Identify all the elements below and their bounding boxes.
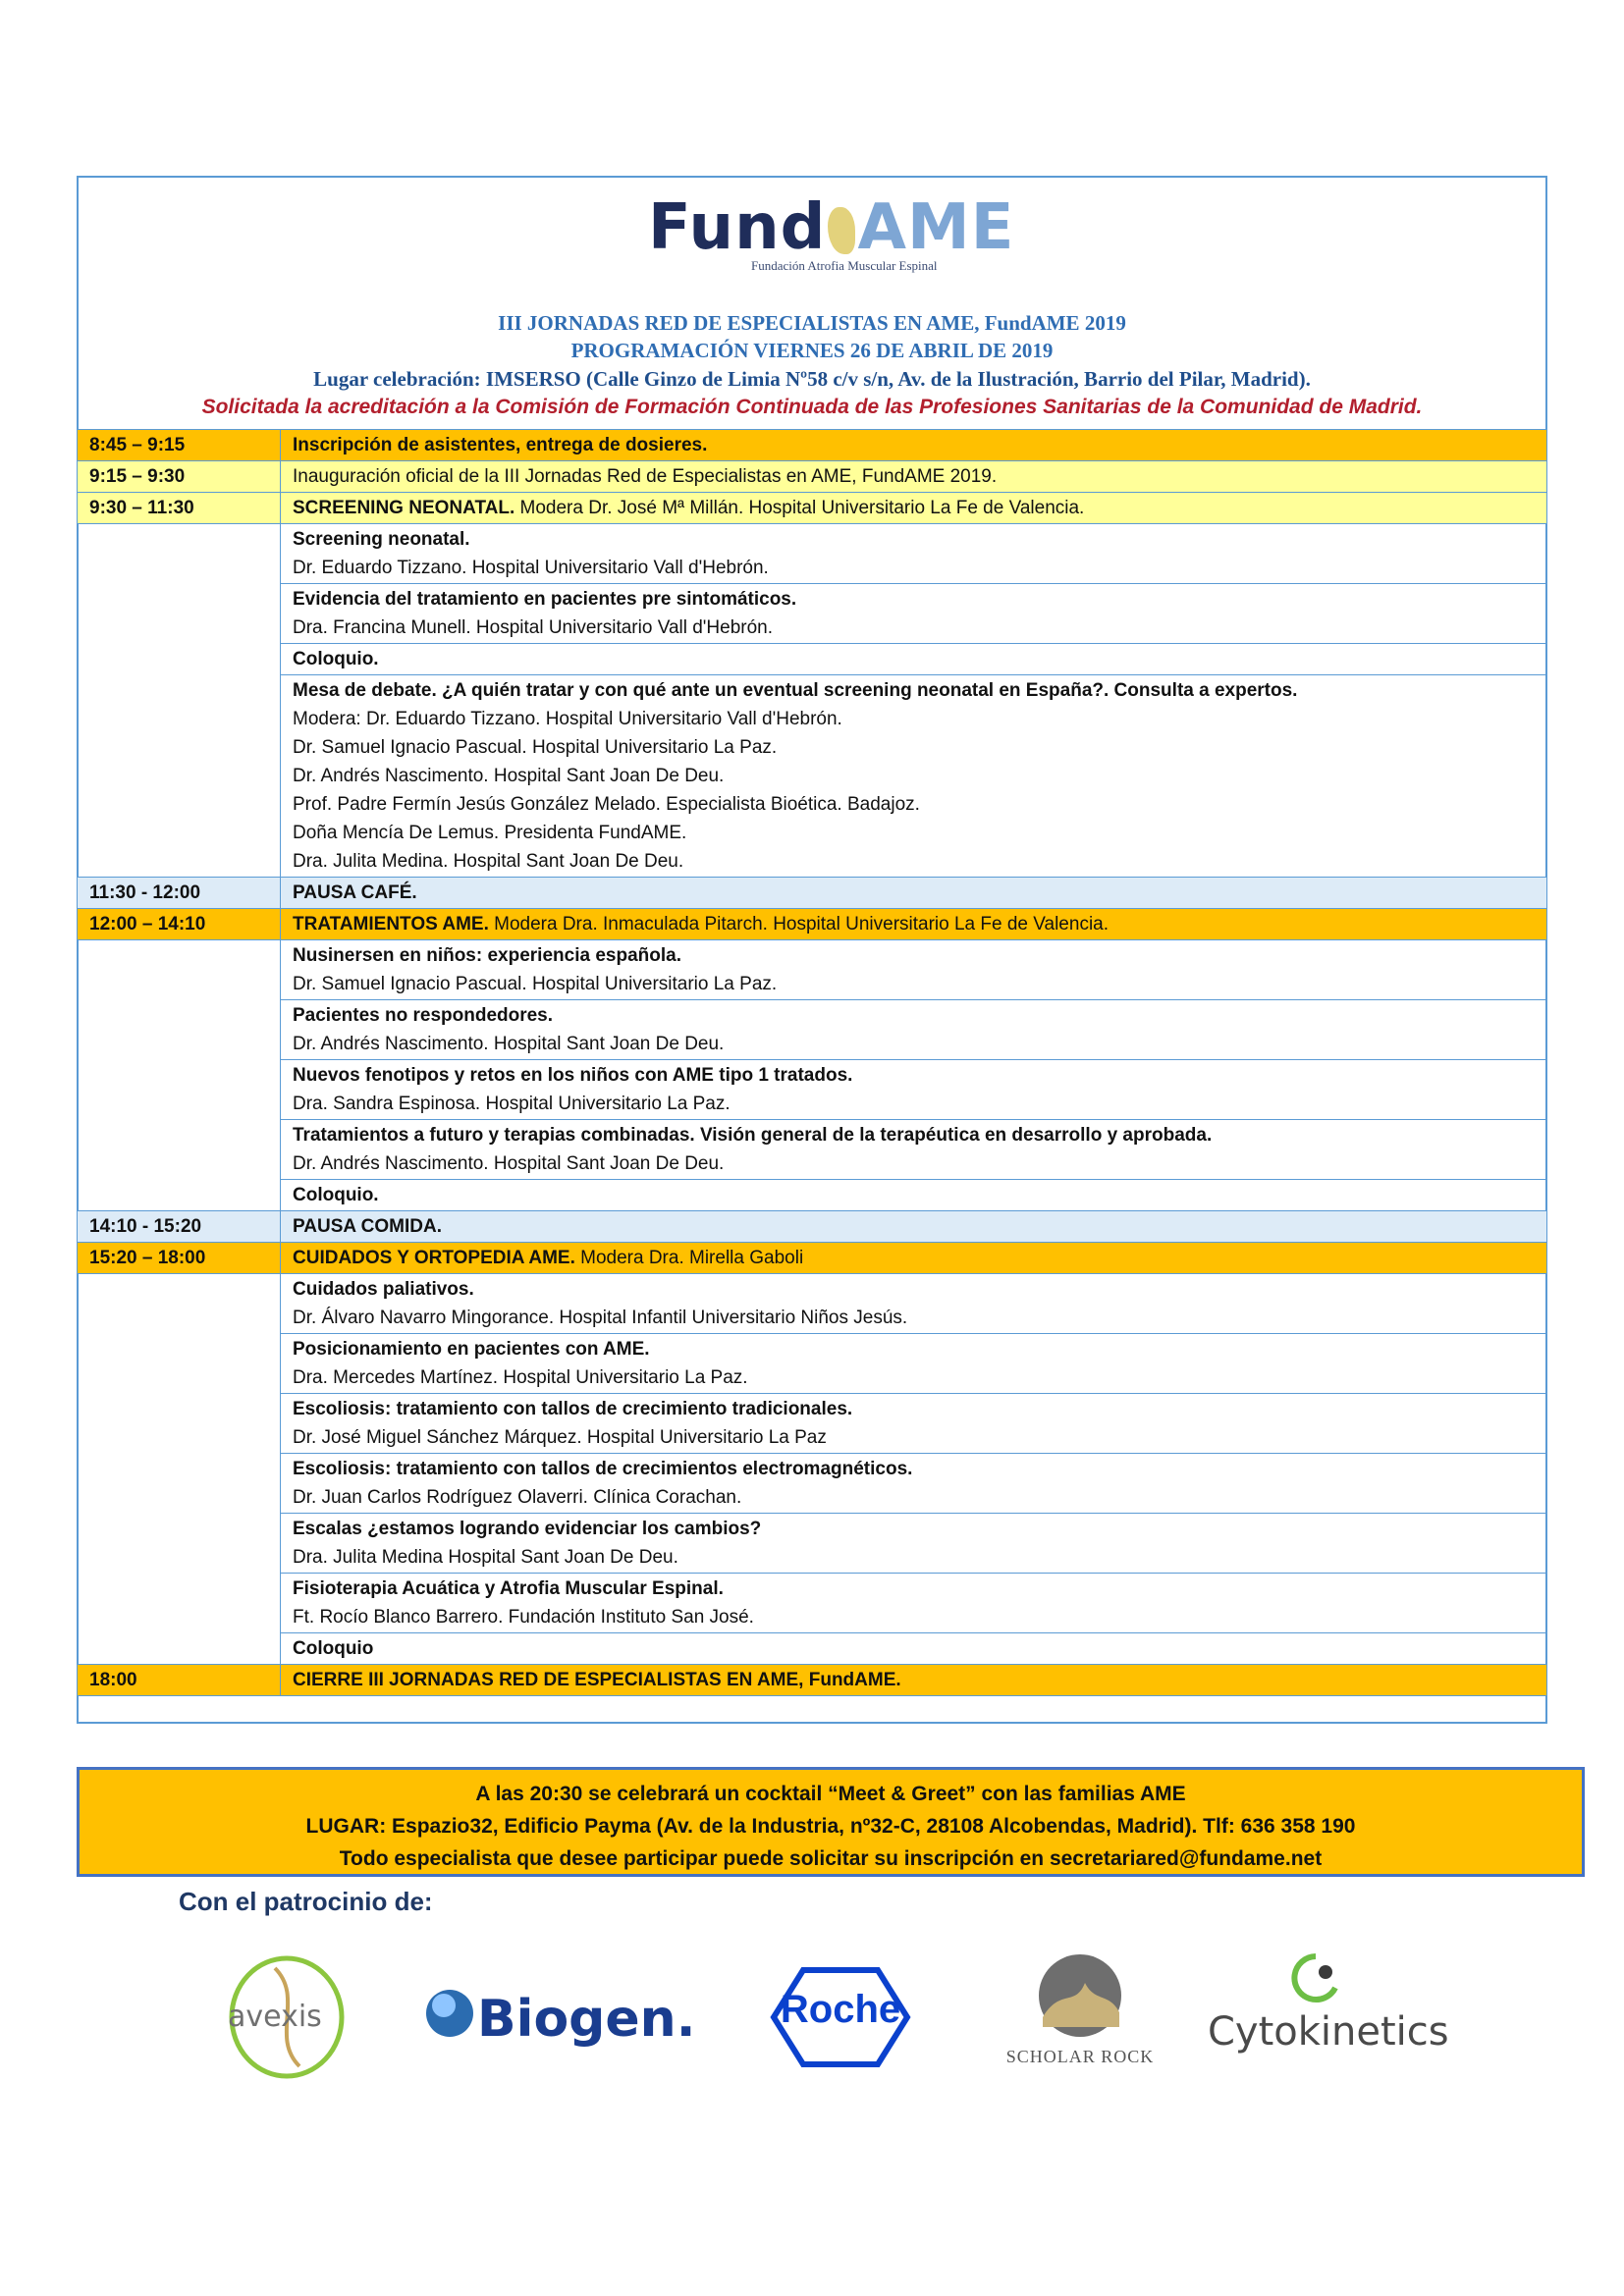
time-cell: 9:15 – 9:30 — [78, 461, 281, 493]
topic-row — [78, 1000, 1547, 1060]
topic-speaker: Dra. Julita Medina Hospital Sant Joan De Deu. — [293, 1547, 678, 1568]
topic-row — [78, 1334, 1547, 1394]
session-cell — [281, 493, 1547, 524]
logo-subtitle: Fundación Atrofia Muscular Espinal — [751, 258, 938, 273]
time-cell: 11:30 - 12:00 — [78, 878, 281, 909]
topic-title: Coloquio — [293, 1638, 374, 1659]
topic-row — [78, 1120, 1547, 1180]
scholar-rock-icon — [1001, 1949, 1159, 2047]
topic-title: Pacientes no respondedores. — [293, 1005, 554, 1026]
session-title: PAUSA COMIDA. — [281, 1211, 1547, 1243]
session-title: TRATAMIENTOS AME. — [293, 914, 489, 934]
topic-row — [78, 1514, 1547, 1574]
venue-line: Lugar celebración: IMSERSO (Calle Ginzo de Limia Nº58 c/v s/n, Av. de la Ilustración, Barrio del Pilar, Madrid). — [313, 367, 1311, 391]
biogen-logo — [422, 1949, 696, 2086]
topic-cell — [281, 644, 1547, 675]
topic-cell — [281, 1000, 1547, 1060]
cytokinetics-icon — [1286, 1949, 1355, 2007]
topic-speaker: Ft. Rocío Blanco Barrero. Fundación Instituto San José. — [293, 1607, 754, 1628]
cytokinetics-name: Cytokinetics — [1208, 2009, 1449, 2055]
topic-speaker: Modera: Dr. Eduardo Tizzano. Hospital Universitario Vall d'Hebrón. — [293, 709, 842, 729]
topic-speaker: Dr. Andrés Nascimento. Hospital Sant Joan De Deu. — [293, 1034, 725, 1054]
topic-speaker: Dr. Samuel Ignacio Pascual. Hospital Universitario La Paz. — [293, 737, 778, 758]
topic-speaker: Dra. Francina Munell. Hospital Universitario Vall d'Hebrón. — [293, 617, 774, 638]
topic-row — [78, 644, 1547, 675]
empty-time-cell — [78, 940, 281, 1211]
session-cell — [281, 1243, 1547, 1274]
session-title: SCREENING NEONATAL. — [293, 498, 515, 518]
cocktail-banner — [77, 1767, 1585, 1877]
schedule-table — [77, 429, 1547, 1696]
topic-cell — [281, 1274, 1547, 1334]
topic-cell — [281, 1180, 1547, 1211]
schedule-row — [78, 1211, 1547, 1243]
fundame-logo — [648, 191, 1015, 285]
cytokinetics-logo — [1208, 1949, 1449, 2086]
topic-cell — [281, 1633, 1547, 1665]
topic-row — [78, 1633, 1547, 1665]
topic-title: Escoliosis: tratamiento con tallos de crecimiento tradicionales. — [293, 1399, 853, 1419]
topic-title: Fisioterapia Acuática y Atrofia Muscular Espinal. — [293, 1578, 724, 1599]
scholar-rock-name: SCHOLAR ROCK — [1005, 2047, 1155, 2066]
logo-word-ame: AME — [857, 191, 1015, 264]
topic-cell — [281, 1334, 1547, 1394]
session-title: CIERRE III JORNADAS RED DE ESPECIALISTAS EN AME, FundAME. — [281, 1665, 1547, 1696]
topic-cell — [281, 940, 1547, 1000]
banner-line-signup: Todo especialista que desee participar puede solicitar su inscripción en secretariared@fundame.net — [339, 1847, 1323, 1870]
logo-mark-icon — [828, 207, 855, 254]
roche-name: Roche — [780, 1988, 901, 2031]
topic-cell — [281, 675, 1547, 878]
topic-cell — [281, 1514, 1547, 1574]
topic-speaker: Doña Mencía De Lemus. Presidenta FundAME. — [293, 823, 687, 843]
topic-speaker: Prof. Padre Fermín Jesús González Melado. Especialista Bioética. Badajoz. — [293, 794, 920, 815]
topic-title: Evidencia del tratamiento en pacientes pre sintomáticos. — [293, 589, 797, 610]
topic-title: Coloquio. — [293, 1185, 379, 1205]
topic-title: Posicionamiento en pacientes con AME. — [293, 1339, 650, 1360]
logo-word-fund: Fund — [648, 191, 827, 264]
topic-row — [78, 1274, 1547, 1334]
session-moderator: Modera Dra. Inmaculada Pitarch. Hospital Universitario La Fe de Valencia. — [488, 914, 1110, 934]
schedule-row — [78, 430, 1547, 461]
topic-title: Nuevos fenotipos y retos en los niños con AME tipo 1 tratados. — [293, 1065, 853, 1086]
topic-title: Coloquio. — [293, 649, 379, 669]
topic-cell — [281, 584, 1547, 644]
topic-cell — [281, 1394, 1547, 1454]
topic-speaker: Dr. Juan Carlos Rodríguez Olaverri. Clínica Corachan. — [293, 1487, 742, 1508]
topic-row — [78, 940, 1547, 1000]
topic-row — [78, 675, 1547, 878]
topic-row — [78, 1060, 1547, 1120]
topic-speaker: Dr. Samuel Ignacio Pascual. Hospital Universitario La Paz. — [293, 974, 778, 994]
accreditation-note: Solicitada la acreditación a la Comisión de Formación Continuada de las Profesiones Sanitarias de la Comunidad de Madrid. — [201, 396, 1423, 418]
topic-cell — [281, 1120, 1547, 1180]
topic-cell — [281, 524, 1547, 584]
schedule-row — [78, 878, 1547, 909]
banner-line-cocktail: A las 20:30 se celebrará un cocktail “Meet & Greet” con las familias AME — [475, 1783, 1186, 1805]
banner-line-venue: LUGAR: Espazio32, Edificio Payma (Av. de la Industria, nº32-C, 28108 Alcobendas, Madrid). Tlf: 636 358 190 — [305, 1815, 1356, 1838]
topic-speaker: Dr. Andrés Nascimento. Hospital Sant Joan De Deu. — [293, 1153, 725, 1174]
topic-cell — [281, 1454, 1547, 1514]
event-title: III JORNADAS RED DE ESPECIALISTAS EN AME, FundAME 2019 — [498, 311, 1126, 335]
session-title: Inscripción de asistentes, entrega de dosieres. — [281, 430, 1547, 461]
time-cell: 15:20 – 18:00 — [78, 1243, 281, 1274]
topic-speaker: Dr. Andrés Nascimento. Hospital Sant Joan De Deu. — [293, 766, 725, 786]
topic-row — [78, 1394, 1547, 1454]
topic-title: Cuidados paliativos. — [293, 1279, 474, 1300]
empty-time-cell — [78, 524, 281, 878]
sponsors-title: Con el patrocinio de: — [179, 1887, 433, 1916]
topic-title: Escoliosis: tratamiento con tallos de crecimientos electromagnéticos. — [293, 1459, 913, 1479]
program-date: PROGRAMACIÓN VIERNES 26 DE ABRIL DE 2019 — [570, 339, 1054, 362]
topic-cell — [281, 1574, 1547, 1633]
time-cell: 18:00 — [78, 1665, 281, 1696]
topic-row — [78, 584, 1547, 644]
biogen-name: Biogen. — [477, 1990, 696, 2049]
schedule-row — [78, 461, 1547, 493]
schedule-row — [78, 1665, 1547, 1696]
time-cell: 9:30 – 11:30 — [78, 493, 281, 524]
topic-speaker: Dr. José Miguel Sánchez Márquez. Hospital Universitario La Paz — [293, 1427, 827, 1448]
topic-speaker: Dra. Mercedes Martínez. Hospital Universitario La Paz. — [293, 1367, 748, 1388]
session-title: Inauguración oficial de la III Jornadas Red de Especialistas en AME, FundAME 2019. — [281, 461, 1547, 493]
roche-logo — [742, 1949, 939, 2086]
topic-row — [78, 1574, 1547, 1633]
schedule-row — [78, 493, 1547, 524]
time-cell: 12:00 – 14:10 — [78, 909, 281, 940]
session-title: CUIDADOS Y ORTOPEDIA AME. — [293, 1248, 575, 1268]
schedule-row — [78, 909, 1547, 940]
topic-cell — [281, 1060, 1547, 1120]
topic-row — [78, 1454, 1547, 1514]
session-title: PAUSA CAFÉ. — [281, 878, 1547, 909]
session-cell — [281, 909, 1547, 940]
topic-title: Tratamientos a futuro y terapias combinadas. Visión general de la terapéutica en desarrollo y aprobada. — [293, 1125, 1213, 1146]
topic-speaker: Dra. Sandra Espinosa. Hospital Universitario La Paz. — [293, 1094, 731, 1114]
time-cell: 14:10 - 15:20 — [78, 1211, 281, 1243]
topic-row — [78, 524, 1547, 584]
session-moderator: Modera Dra. Mirella Gaboli — [574, 1248, 804, 1268]
topic-speaker: Dr. Álvaro Navarro Mingorance. Hospital Infantil Universitario Niños Jesús. — [293, 1308, 908, 1328]
schedule-row — [78, 1243, 1547, 1274]
topic-title: Mesa de debate. ¿A quién tratar y con qué ante un eventual screening neonatal en España?. Consulta a expertos. — [293, 680, 1298, 701]
topic-speaker: Dr. Eduardo Tizzano. Hospital Universitario Vall d'Hebrón. — [293, 558, 769, 578]
avexis-logo — [216, 1949, 353, 2086]
scholar-rock-logo — [1001, 1949, 1159, 2086]
topic-title: Screening neonatal. — [293, 529, 470, 550]
biogen-sphere-icon — [422, 1986, 481, 2045]
time-cell: 8:45 – 9:15 — [78, 430, 281, 461]
session-moderator: Modera Dr. José Mª Millán. Hospital Universitario La Fe de Valencia. — [514, 498, 1085, 518]
topic-title: Nusinersen en niños: experiencia española. — [293, 945, 681, 966]
empty-time-cell — [78, 1274, 281, 1665]
topic-title: Escalas ¿estamos logrando evidenciar los cambios? — [293, 1519, 762, 1539]
topic-row — [78, 1180, 1547, 1211]
avexis-name: avexis — [228, 2000, 322, 2034]
topic-speaker: Dra. Julita Medina. Hospital Sant Joan De Deu. — [293, 851, 684, 872]
